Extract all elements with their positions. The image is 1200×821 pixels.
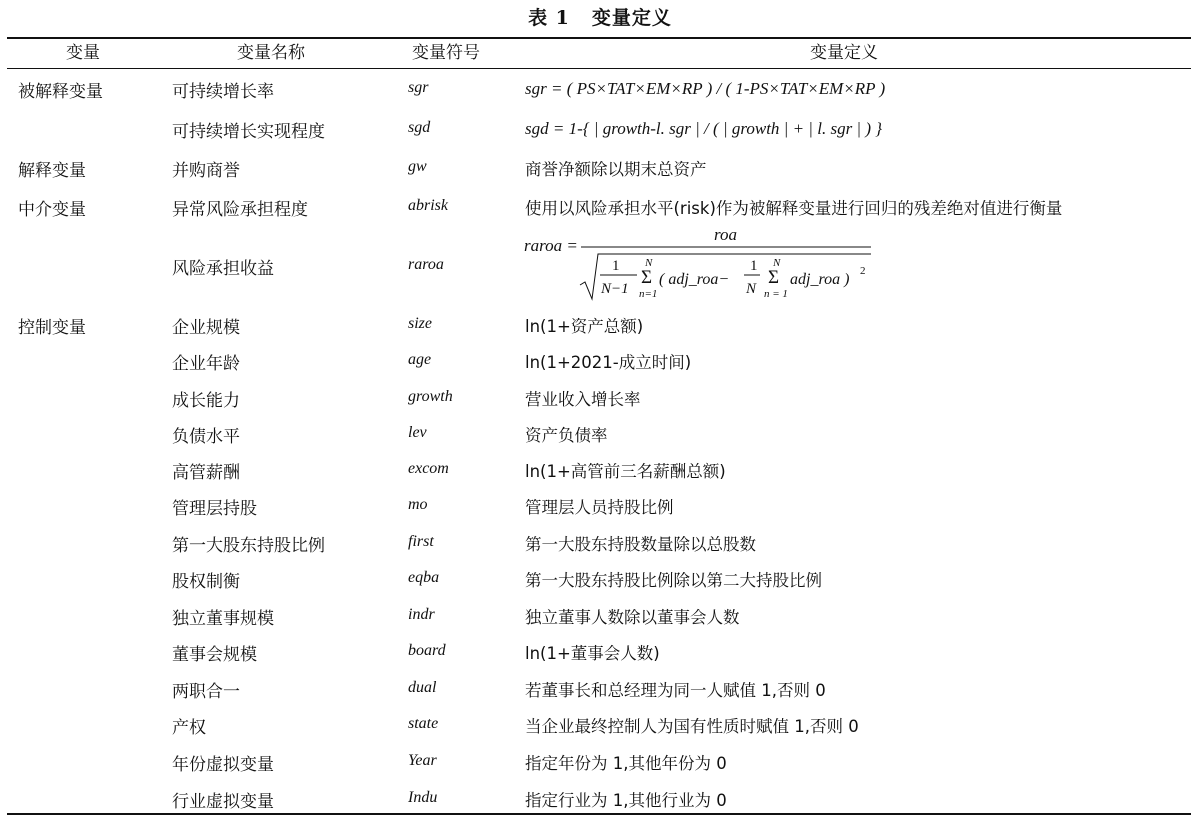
frac-one: 1 bbox=[612, 258, 620, 274]
definition-cell: 资产负债率 bbox=[525, 426, 608, 445]
definition-cell: 管理层人员持股比例 bbox=[525, 498, 674, 517]
variable-symbol-cell: indr bbox=[408, 606, 435, 623]
bottom-rule bbox=[7, 813, 1191, 815]
definition-cell: 使用以风险承担水平(risk)作为被解释变量进行回归的残差绝对值进行衡量 bbox=[525, 199, 1063, 218]
term: ( adj_roa− bbox=[659, 271, 730, 288]
variable-name-cell: 行业虚拟变量 bbox=[172, 792, 274, 812]
variable-name-cell: 管理层持股 bbox=[172, 499, 257, 519]
sum-upper-inner: N bbox=[773, 257, 781, 269]
definition-cell: 当企业最终控制人为国有性质时赋值 1,否则 0 bbox=[525, 717, 859, 736]
variable-name-cell: 产权 bbox=[172, 718, 206, 738]
definition-cell: ln(1+资产总额) bbox=[525, 317, 644, 336]
table-caption bbox=[0, 3, 1200, 30]
sigma-1: Σ bbox=[641, 267, 653, 288]
variable-symbol-cell: Year bbox=[408, 752, 437, 769]
definition-cell: 若董事长和总经理为同一人赋值 1,否则 0 bbox=[525, 681, 826, 700]
variable-symbol-cell: first bbox=[408, 533, 434, 550]
sum-lower-inner: n = 1 bbox=[764, 288, 788, 300]
variable-symbol-cell: eqba bbox=[408, 569, 440, 586]
definition-cell: sgr = ( PS×TAT×EM×RP ) / ( 1-PS×TAT×EM×RP ) bbox=[525, 79, 886, 98]
header-variable-definition: 变量定义 bbox=[810, 43, 878, 63]
variable-symbol-cell: dual bbox=[408, 679, 437, 696]
power: 2 bbox=[860, 265, 866, 277]
variable-name-cell: 可持续增长率 bbox=[172, 82, 274, 102]
formula-lhs: raroa = bbox=[524, 236, 578, 255]
variable-name-cell: 风险承担收益 bbox=[172, 259, 274, 279]
variable-symbol-cell: size bbox=[408, 315, 432, 332]
variable-name-cell: 年份虚拟变量 bbox=[172, 755, 274, 775]
header-rule bbox=[7, 68, 1191, 69]
variable-name-cell: 第一大股东持股比例 bbox=[172, 536, 325, 556]
frac-inner-one: 1 bbox=[750, 258, 758, 274]
variable-name-cell: 可持续增长实现程度 bbox=[172, 122, 325, 142]
variable-symbol-cell: board bbox=[408, 642, 446, 659]
raroa-formula bbox=[524, 222, 884, 302]
sigma-2: Σ bbox=[768, 267, 780, 288]
variable-symbol-cell: lev bbox=[408, 424, 427, 441]
definition-cell: sgd = 1-{ | growth-l. sgr | / ( | growth | + | l. sgr | ) } bbox=[525, 119, 883, 138]
variable-name-cell: 并购商誉 bbox=[172, 161, 240, 181]
definition-cell: 商誉净额除以期末总资产 bbox=[525, 160, 707, 179]
variable-symbol-cell: raroa bbox=[408, 256, 444, 273]
definition-cell: ln(1+董事会人数) bbox=[525, 644, 660, 663]
variable-name-cell: 两职合一 bbox=[172, 682, 240, 702]
variable-name-cell: 股权制衡 bbox=[172, 572, 240, 592]
variable-symbol-cell: excom bbox=[408, 460, 449, 477]
variable-symbol-cell: age bbox=[408, 351, 432, 368]
header-variable-name: 变量名称 bbox=[237, 43, 305, 63]
category-cell: 控制变量 bbox=[18, 318, 86, 338]
sum-lower: n=1 bbox=[639, 288, 658, 300]
header-variable: 变量 bbox=[66, 43, 100, 63]
variable-name-cell: 独立董事规模 bbox=[172, 609, 274, 629]
variable-name-cell: 异常风险承担程度 bbox=[172, 200, 308, 220]
variable-symbol-cell: Indu bbox=[408, 789, 438, 806]
variable-symbol-cell: abrisk bbox=[408, 197, 448, 214]
variable-symbol-cell: mo bbox=[408, 496, 428, 513]
variable-symbol-cell: sgd bbox=[408, 119, 431, 136]
category-cell: 中介变量 bbox=[18, 200, 86, 220]
table-title: 变量定义 bbox=[591, 7, 672, 29]
definition-cell: 独立董事人数除以董事会人数 bbox=[525, 608, 740, 627]
category-cell: 解释变量 bbox=[18, 161, 86, 181]
top-rule bbox=[7, 37, 1191, 39]
frac-n-minus-1: N−1 bbox=[601, 281, 629, 297]
variable-symbol-cell: gw bbox=[408, 158, 427, 175]
definition-cell: 第一大股东持股比例除以第二大持股比例 bbox=[525, 571, 822, 590]
sum-upper: N bbox=[645, 257, 653, 269]
variable-name-cell: 高管薪酬 bbox=[172, 463, 240, 483]
table-number: 表 1 bbox=[528, 7, 570, 29]
definition-cell: 第一大股东持股数量除以总股数 bbox=[525, 535, 756, 554]
variable-symbol-cell: growth bbox=[408, 388, 453, 405]
variable-symbol-cell: state bbox=[408, 715, 439, 732]
header-variable-symbol: 变量符号 bbox=[412, 43, 480, 63]
variable-name-cell: 负债水平 bbox=[172, 427, 240, 447]
inner-term: adj_roa ) bbox=[790, 271, 850, 288]
formula-numerator: roa bbox=[714, 225, 737, 244]
frac-inner-n: N bbox=[746, 281, 757, 297]
variable-name-cell: 企业年龄 bbox=[172, 354, 240, 374]
variable-name-cell: 董事会规模 bbox=[172, 645, 257, 665]
variable-name-cell: 成长能力 bbox=[172, 391, 240, 411]
definition-cell: ln(1+高管前三名薪酬总额) bbox=[525, 462, 726, 481]
definition-cell: ln(1+2021-成立时间) bbox=[525, 353, 692, 372]
variable-name-cell: 企业规模 bbox=[172, 318, 240, 338]
definition-cell: 指定年份为 1,其他年份为 0 bbox=[525, 754, 727, 773]
definition-cell: 指定行业为 1,其他行业为 0 bbox=[525, 791, 727, 810]
definition-cell: 营业收入增长率 bbox=[525, 390, 641, 409]
category-cell: 被解释变量 bbox=[18, 82, 103, 102]
variable-symbol-cell: sgr bbox=[408, 79, 429, 96]
